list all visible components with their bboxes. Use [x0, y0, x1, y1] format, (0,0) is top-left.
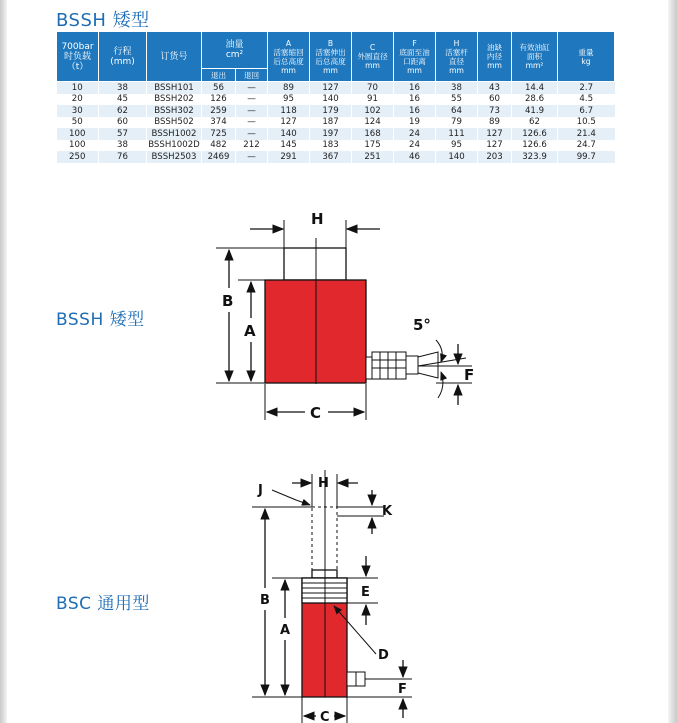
bssh-diagram: [216, 220, 475, 420]
header-stroke: 行程 (mm): [99, 32, 147, 82]
bsc-label-c: C: [320, 710, 330, 723]
table-cell: BSSH101: [147, 82, 202, 94]
table-cell: 19: [394, 117, 436, 129]
bssh-label-h: H: [311, 210, 324, 228]
table-cell: 16: [394, 94, 436, 106]
table-cell: 89: [268, 82, 310, 94]
table-cell: 168: [352, 128, 394, 140]
header-c: C 外圆直径 mm: [352, 32, 394, 82]
bsc-label-j: J: [258, 483, 263, 498]
table-cell: 30: [57, 105, 99, 117]
table-cell: 16: [394, 105, 436, 117]
table-cell: 126.6: [512, 140, 558, 152]
bssh-label-f: F: [464, 366, 475, 384]
bssh-label-angle: 5°: [413, 316, 431, 334]
table-cell: 374: [202, 117, 236, 129]
table-cell: 145: [268, 140, 310, 152]
table-cell: 179: [310, 105, 352, 117]
header-port: 油缺 内径 mm: [478, 32, 512, 82]
table-cell: 89: [478, 117, 512, 129]
table-cell: 28.6: [512, 94, 558, 106]
table-cell: 127: [478, 140, 512, 152]
table-cell: 62: [512, 117, 558, 129]
table-cell: 126.6: [512, 128, 558, 140]
table-cell: 4.5: [558, 94, 615, 106]
table-cell: 70: [352, 82, 394, 94]
table-cell: 140: [268, 128, 310, 140]
table-cell: 367: [310, 151, 352, 163]
table-cell: BSSH202: [147, 94, 202, 106]
table-cell: 175: [352, 140, 394, 152]
table-cell: 183: [310, 140, 352, 152]
table-cell: 95: [436, 140, 478, 152]
table-cell: 140: [436, 151, 478, 163]
table-cell: —: [236, 128, 268, 140]
table-cell: 100: [57, 128, 99, 140]
table-cell: 60: [478, 94, 512, 106]
table-cell: BSSH1002D: [148, 140, 200, 151]
header-area: 有效油缸 面积 mm²: [512, 32, 558, 82]
table-cell: 16: [394, 82, 436, 94]
table-cell: —: [236, 105, 268, 117]
table-cell: 24.7: [558, 140, 615, 152]
table-cell: 38: [99, 140, 147, 152]
table-cell: 43: [478, 82, 512, 94]
table-cell: —: [236, 94, 268, 106]
table-cell: 187: [310, 117, 352, 129]
table-cell: 41.9: [512, 105, 558, 117]
table-cell: 250: [57, 151, 99, 163]
table-cell: 50: [57, 117, 99, 129]
table-cell: 38: [99, 82, 147, 94]
table-cell: 46: [394, 151, 436, 163]
header-load: 700bar 时负载 （t）: [57, 32, 99, 82]
bsc-label-d: D: [378, 648, 389, 663]
table-cell: 251: [352, 151, 394, 163]
table-cell: 38: [436, 82, 478, 94]
bssh-label-a: A: [244, 322, 256, 340]
table-cell: —: [236, 117, 268, 129]
table-cell: —: [236, 82, 268, 94]
table-cell: —: [236, 151, 268, 163]
table-cell: 10.5: [558, 117, 615, 129]
table-cell: 100: [57, 140, 99, 152]
table-cell: 2469: [202, 151, 236, 163]
table-cell: 203: [478, 151, 512, 163]
header-oil-retract: 退回: [236, 69, 268, 82]
table-cell: 126: [202, 94, 236, 106]
header-order-no: 订货号: [147, 32, 202, 82]
bssh-diagram-title: BSSH 矮型: [56, 310, 145, 330]
table-cell: 127: [310, 82, 352, 94]
table-cell: 55: [436, 94, 478, 106]
table-cell: 6.7: [558, 105, 615, 117]
table-cell: 111: [436, 128, 478, 140]
bsc-diagram-title: BSC 通用型: [56, 594, 150, 614]
table-cell: 91: [352, 94, 394, 106]
table-cell: 127: [478, 128, 512, 140]
table-cell: 76: [99, 151, 147, 163]
table-cell: 57: [99, 128, 147, 140]
table-section-title: BSSH 矮型: [56, 10, 150, 31]
bsc-label-a: A: [280, 623, 291, 638]
table-cell: BSSH2503: [147, 151, 202, 163]
header-a: A 活塞缩回 后总高度 mm: [268, 32, 310, 82]
bssh-piston-rod: [284, 248, 346, 280]
bsc-label-k: K: [382, 504, 393, 519]
table-cell: 62: [99, 105, 147, 117]
header-oil: 油量 cm²: [202, 32, 268, 69]
table-cell: 45: [99, 94, 147, 106]
table-cell: BSSH1002: [147, 128, 202, 140]
table-cell: 95: [268, 94, 310, 106]
table-cell: 79: [436, 117, 478, 129]
table-cell: 127: [268, 117, 310, 129]
header-oil-extend: 退出: [202, 69, 236, 82]
table-cell: 60: [99, 117, 147, 129]
table-cell: 14.4: [512, 82, 558, 94]
table-cell: 64: [436, 105, 478, 117]
table-cell: BSSH302: [147, 105, 202, 117]
table-cell: 725: [202, 128, 236, 140]
table-cell: 2.7: [558, 82, 615, 94]
bsc-label-b: B: [260, 593, 270, 608]
table-cell: 10: [57, 82, 99, 94]
header-weight: 重量 kg: [558, 32, 615, 82]
table-cell: 197: [310, 128, 352, 140]
table-cell: 140: [310, 94, 352, 106]
table-cell: 323.9: [512, 151, 558, 163]
table-cell: 259: [202, 105, 236, 117]
table-cell: 24: [394, 128, 436, 140]
header-f: F 底面至油 口距离 mm: [394, 32, 436, 82]
table-cell: 73: [478, 105, 512, 117]
bsc-label-f: F: [398, 682, 407, 697]
bsc-label-h: H: [318, 476, 329, 491]
table-cell: 56: [202, 82, 236, 94]
table-cell: 21.4: [558, 128, 615, 140]
table-cell: 291: [268, 151, 310, 163]
bssh-label-c: C: [310, 404, 322, 422]
table-cell: 118: [268, 105, 310, 117]
header-b: B 活塞伸出 后总高度 mm: [310, 32, 352, 82]
header-h: H 活塞杆 直径 mm: [436, 32, 478, 82]
table-cell: 124: [352, 117, 394, 129]
table-cell: 102: [352, 105, 394, 117]
table-cell: 20: [57, 94, 99, 106]
table-cell: 212: [236, 140, 268, 152]
bsc-label-e: E: [361, 585, 370, 600]
table-cell: 482: [202, 140, 236, 152]
table-cell: 24: [394, 140, 436, 152]
table-cell: 99.7: [558, 151, 615, 163]
table-cell: BSSH502: [147, 117, 202, 129]
bssh-label-b: B: [222, 292, 234, 310]
